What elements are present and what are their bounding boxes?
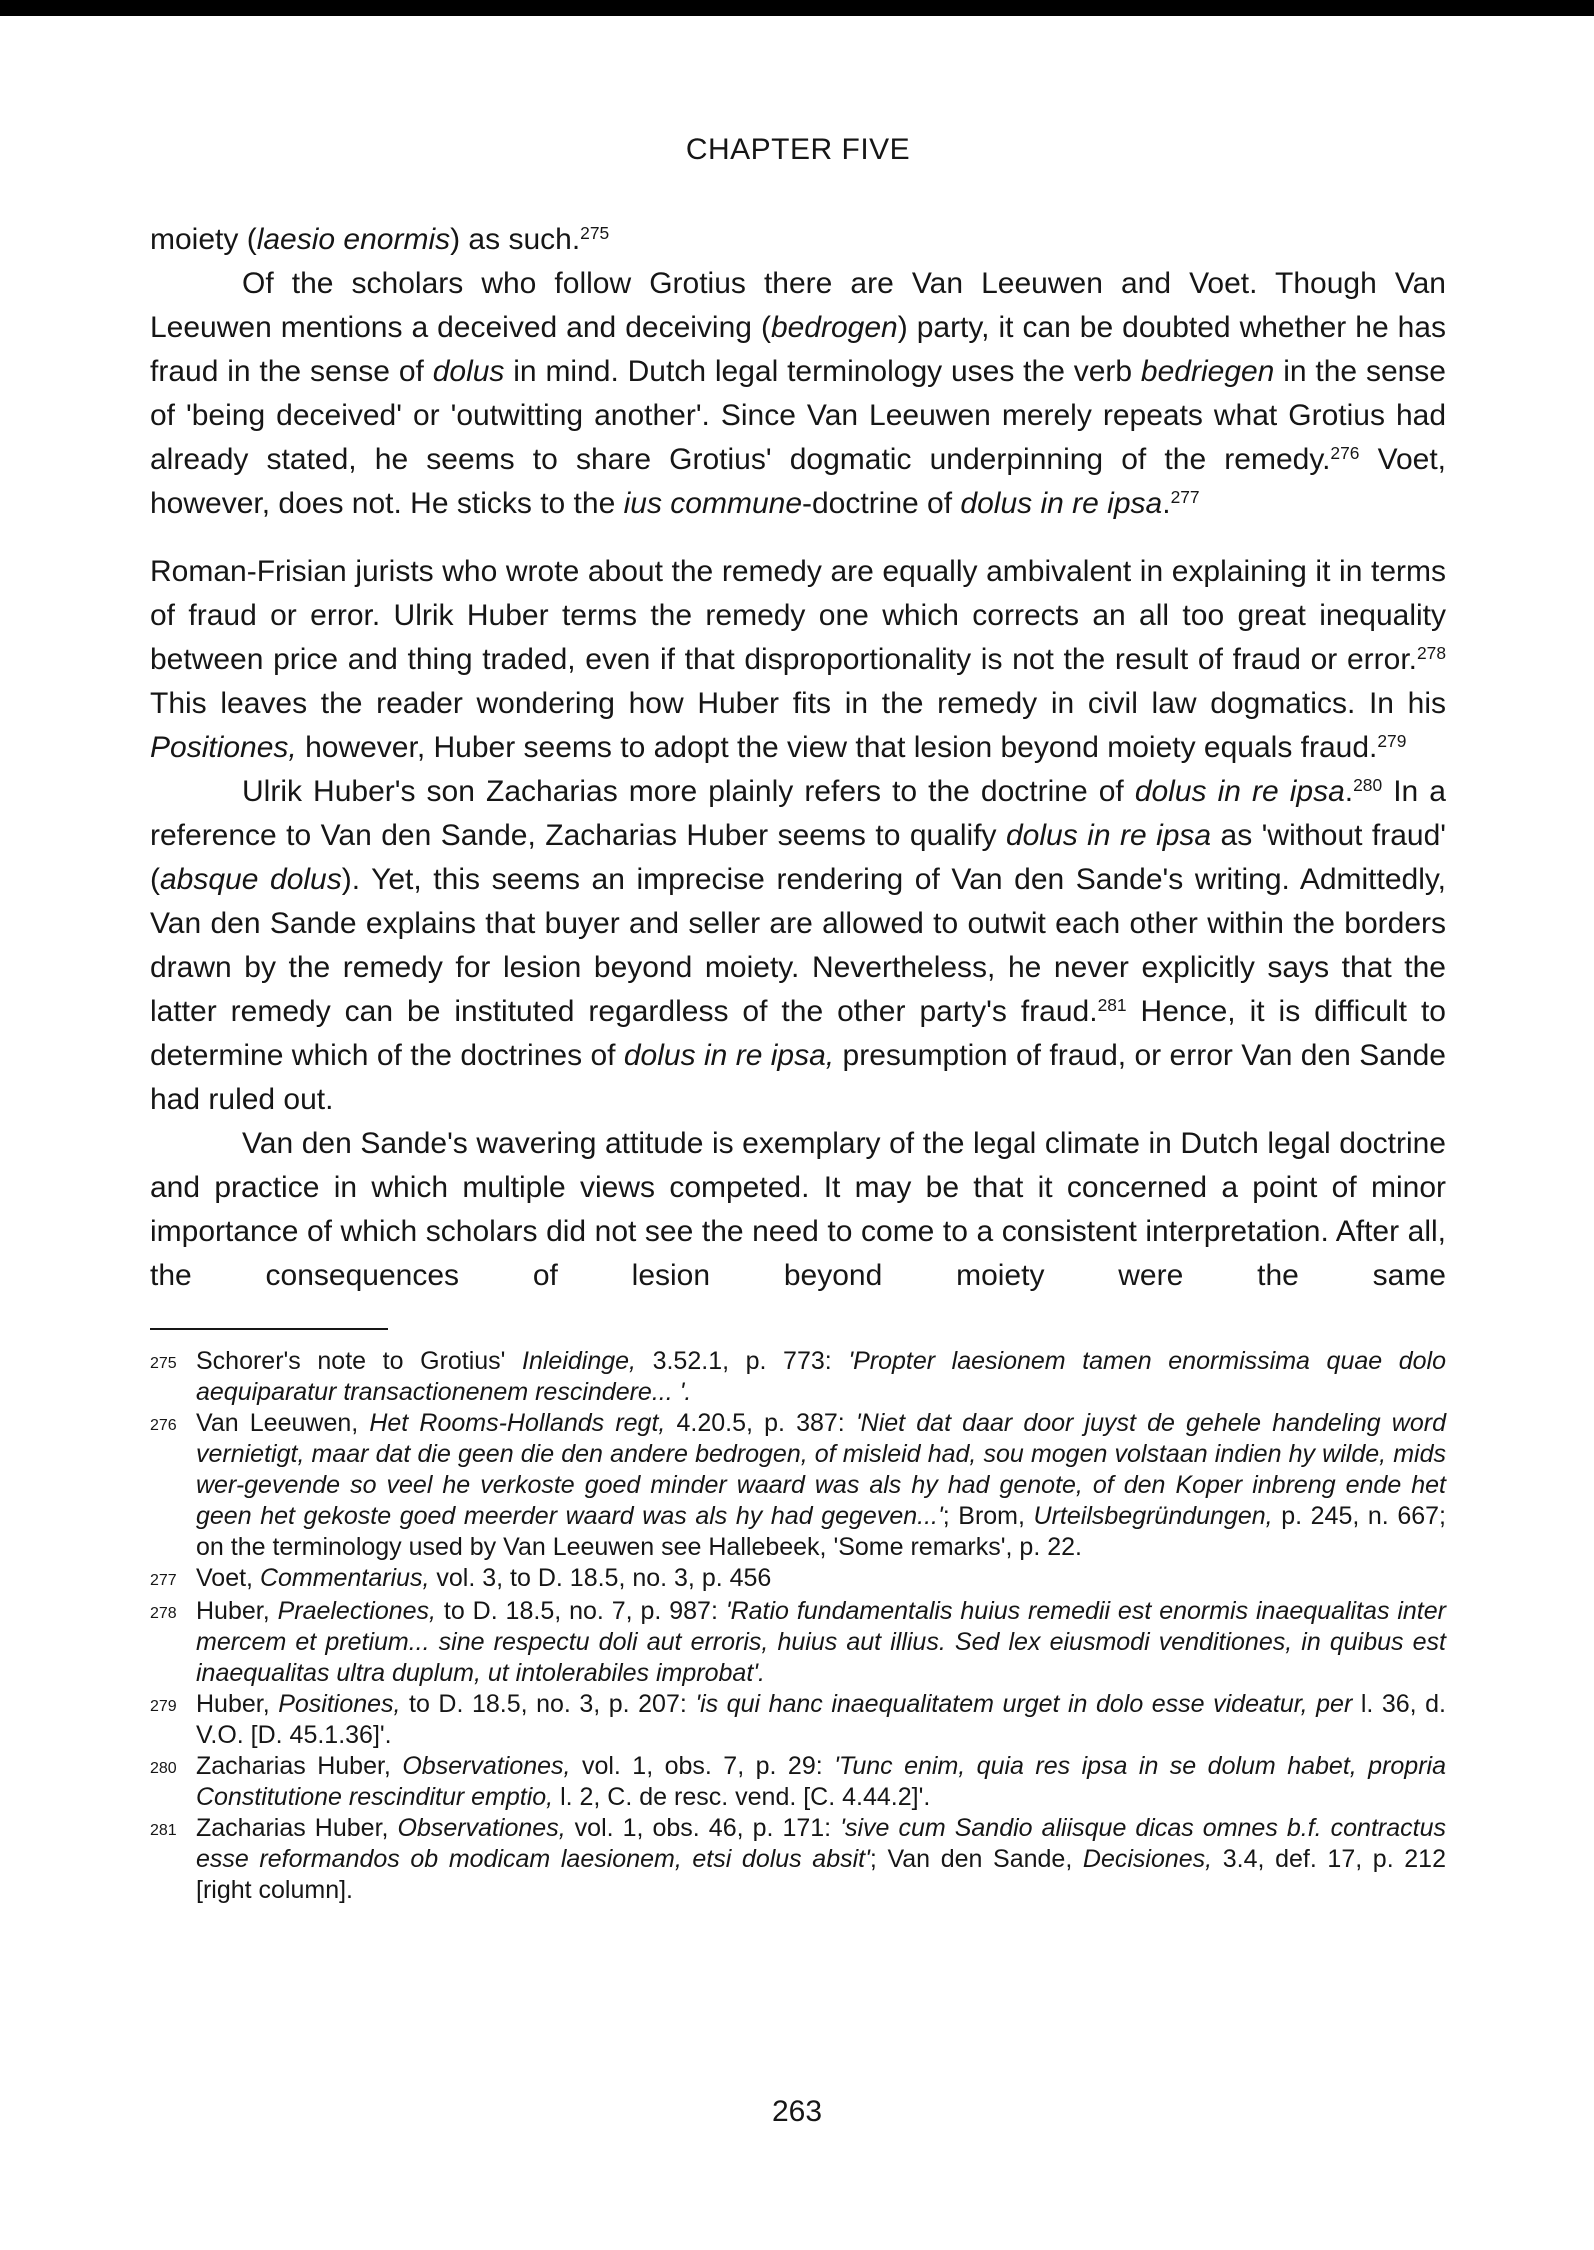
text-run: Positiones, xyxy=(150,731,297,764)
footnote-number: 279 xyxy=(150,1698,177,1715)
text-run: in mind. Dutch legal terminology uses the verb xyxy=(504,355,1141,388)
footnote-ref: 281 xyxy=(1097,995,1127,1016)
text-run: ; Van den Sande, xyxy=(869,1845,1083,1873)
footnote xyxy=(150,1751,1446,1813)
text-run: to D. 18.5, no. 3, p. 207: xyxy=(400,1690,696,1718)
text-run: Voet, xyxy=(196,1564,260,1592)
page-content xyxy=(150,0,1446,1906)
paragraph xyxy=(150,218,1446,262)
text-run: In a reference to Van den Sande, Zacharias Huber seems to qualify xyxy=(150,775,1446,852)
footnote-text xyxy=(196,1346,1446,1408)
text-run: ius commune xyxy=(623,487,802,520)
text-run: Praelectiones, xyxy=(277,1597,436,1625)
text-run: moiety ( xyxy=(150,223,257,256)
text-run: ) party, it can be doubted whether he has fraud in the sense of xyxy=(150,311,1446,388)
text-run: ) as such. xyxy=(450,223,581,256)
text-run: Urteilsbegründungen, xyxy=(1033,1502,1273,1530)
text-run: l. 36, d. V.O. [D. 45.1.36]'. xyxy=(196,1690,1446,1749)
text-run: bedrogen xyxy=(770,311,898,344)
text-run: Huber, xyxy=(196,1597,278,1625)
text-run: Schorer's note to Grotius' xyxy=(196,1347,523,1375)
text-run: Van den Sande's wavering attitude is exemplary of the legal climate in Dutch legal doctrine and practice in which multiple views competed. It may be that it concerned a point of minor importance of which scholars did not see the need to come to a consistent interpretation. After all, the consequences of lesion beyond moiety were the same xyxy=(150,1127,1446,1292)
paragraph xyxy=(150,550,1446,770)
footnote-text xyxy=(196,1813,1446,1906)
paragraph xyxy=(150,770,1446,1122)
text-run: 3.4, def. 17, p. 212 [right column]. xyxy=(196,1845,1446,1904)
text-run: l. 2, C. de resc. vend. [C. 4.44.2]'. xyxy=(553,1783,931,1811)
text-run: Zacharias Huber, xyxy=(196,1752,403,1780)
text-run: Voet, however, does not. He sticks to the xyxy=(150,443,1446,520)
text-run: Decisiones, xyxy=(1082,1845,1213,1873)
text-run: Huber, xyxy=(196,1690,279,1718)
text-run: Positiones, xyxy=(278,1690,401,1718)
text-run: This leaves the reader wondering how Huber fits in the remedy in civil law dogmatics. In his xyxy=(150,687,1446,720)
footnote xyxy=(150,1408,1446,1563)
footnote xyxy=(150,1346,1446,1408)
footnote-number: 276 xyxy=(150,1417,177,1434)
footnote-text xyxy=(196,1689,1446,1751)
text-run: 'Niet dat daar door juyst de gehele handeling word vernietigt, maar dat die geen die den andere bedrogen, of misleid had, sou mogen volstaan indien hy wilde, mids wer-gevende so veel he verkoste goed minder waard was als hy had genote, of den Koper inbreng ende het geen het gekoste goed meerder waard was als hy had gegeven...' xyxy=(196,1409,1446,1530)
footnote-ref: 279 xyxy=(1377,731,1407,752)
text-run: . xyxy=(1162,487,1171,520)
text-run: however, Huber seems to adopt the view that lesion beyond moiety equals fraud. xyxy=(296,731,1378,764)
text-run: Het Rooms-Hollands regt, xyxy=(369,1409,666,1437)
text-run: laesio enormis xyxy=(256,223,451,256)
text-run: 'is qui hanc inaequalitatem urget in dolo esse videatur, per xyxy=(695,1690,1353,1718)
text-run: vol. 1, obs. 7, p. 29: xyxy=(570,1752,835,1780)
text-run: Observationes, xyxy=(397,1814,566,1842)
text-run: p. 245, n. 667; on the terminology used by Van Leeuwen see Hallebeek, 'Some remarks', p. 22. xyxy=(196,1502,1446,1561)
text-run: Of the scholars who follow Grotius there are Van Leeuwen and Voet. Though Van Leeuwen mentions a deceived and deceiving ( xyxy=(150,267,1446,344)
text-run: Van Leeuwen, xyxy=(196,1409,370,1437)
paragraph xyxy=(150,1122,1446,1298)
text-run: Zacharias Huber, xyxy=(196,1814,398,1842)
text-run: . xyxy=(1344,775,1354,808)
footnote-number: 278 xyxy=(150,1605,177,1622)
text-run: dolus in re ipsa xyxy=(1006,819,1212,852)
text-run: in the sense of 'being deceived' or 'outwitting another'. Since Van Leeuwen merely repeats what Grotius had already stated, he seems to share Grotius' dogmatic underpinning of the remedy. xyxy=(150,355,1446,476)
footnote xyxy=(150,1813,1446,1906)
footnote-text xyxy=(196,1596,1446,1689)
text-run: dolus xyxy=(432,355,505,388)
text-run: 3.52.1, p. 773: xyxy=(636,1347,849,1375)
text-run: bedriegen xyxy=(1140,355,1275,388)
text-run: Inleidinge, xyxy=(522,1347,636,1375)
text-run: 'Ratio fundamentalis huius remedii est enormis inaequalitas inter mercem et pretium... sine respectu doli aut erroris, huius aut illius. Sed lex eiusmodi venditiones, in quibus est inaequalitas ultra duplum, ut intolerabiles improbat'. xyxy=(196,1597,1446,1687)
paragraph xyxy=(150,262,1446,526)
text-run: to D. 18.5, no. 7, p. 987: xyxy=(436,1597,726,1625)
text-run: ; Brom, xyxy=(942,1502,1034,1530)
text-run: 4.20.5, p. 387: xyxy=(665,1409,856,1437)
text-run: presumption of fraud, or error Van den Sande had ruled out. xyxy=(150,1039,1446,1116)
text-run: Roman-Frisian jurists who wrote about the remedy are equally ambivalent in explaining it in terms of fraud or error. Ulrik Huber terms the remedy one which corrects an all too great inequality between price and thing traded, even if that disproportionality is not the result of fraud or error. xyxy=(150,555,1446,676)
footnote xyxy=(150,1563,1446,1596)
text-run: Hence, it is difficult to determine which of the doctrines of xyxy=(150,995,1446,1072)
text-run: vol. 1, obs. 46, p. 171: xyxy=(565,1814,841,1842)
footnote-number: 281 xyxy=(150,1822,177,1839)
text-run: vol. 3, to D. 18.5, no. 3, p. 456 xyxy=(429,1564,772,1592)
text-run: as 'without fraud' ( xyxy=(150,819,1447,896)
footnote xyxy=(150,1689,1446,1751)
footnote-separator xyxy=(150,1328,388,1330)
footnote-text xyxy=(196,1563,1446,1596)
footnote-ref: 280 xyxy=(1353,775,1383,796)
body-paragraphs xyxy=(150,218,1446,1298)
text-run: dolus in re ipsa xyxy=(960,487,1163,520)
text-run: 'Propter laesionem tamen enormissima quae dolo aequiparatur transactionenem rescindere... '. xyxy=(196,1347,1447,1406)
text-run: dolus in re ipsa xyxy=(1134,775,1345,808)
footnote-number: 280 xyxy=(150,1760,177,1777)
chapter-header: CHAPTER FIVE xyxy=(685,133,911,166)
text-run: Ulrik Huber's son Zacharias more plainly refers to the doctrine of xyxy=(242,775,1135,808)
footnote-ref: 278 xyxy=(1416,643,1446,664)
footnote-text xyxy=(196,1751,1446,1813)
footnote-text xyxy=(196,1408,1446,1563)
text-run: 'sive cum Sandio aliisque dicas omnes b.f. contractus esse reformandos ob modicam laesionem, etsi dolus absit' xyxy=(196,1814,1446,1873)
text-run: Observationes, xyxy=(402,1752,571,1780)
text-run: absque dolus xyxy=(160,863,342,896)
text-run: ). Yet, this seems an imprecise rendering of Van den Sande's writing. Admittedly, Van den Sande explains that buyer and seller are allowed to outwit each other within the borders drawn by the remedy for lesion beyond moiety. Nevertheless, he never explicitly says that the latter remedy can be instituted regardless of the other party's fraud. xyxy=(150,863,1446,1028)
text-run: Commentarius, xyxy=(259,1564,430,1592)
footnotes-list xyxy=(150,1346,1446,1906)
footnote-ref: 275 xyxy=(580,223,610,244)
footnote-ref: 276 xyxy=(1330,443,1360,464)
footnote-number: 277 xyxy=(150,1572,177,1589)
page-number: 263 xyxy=(771,2095,823,2128)
text-run: 'Tunc enim, quia res ipsa in se dolum habet, propria Constitutione rescinditur emptio, xyxy=(196,1752,1446,1811)
footnote-ref: 277 xyxy=(1170,487,1200,508)
text-run: dolus in re ipsa, xyxy=(623,1039,835,1072)
text-run: -doctrine of xyxy=(802,487,961,520)
footnote xyxy=(150,1596,1446,1689)
footnote-number: 275 xyxy=(150,1355,177,1372)
